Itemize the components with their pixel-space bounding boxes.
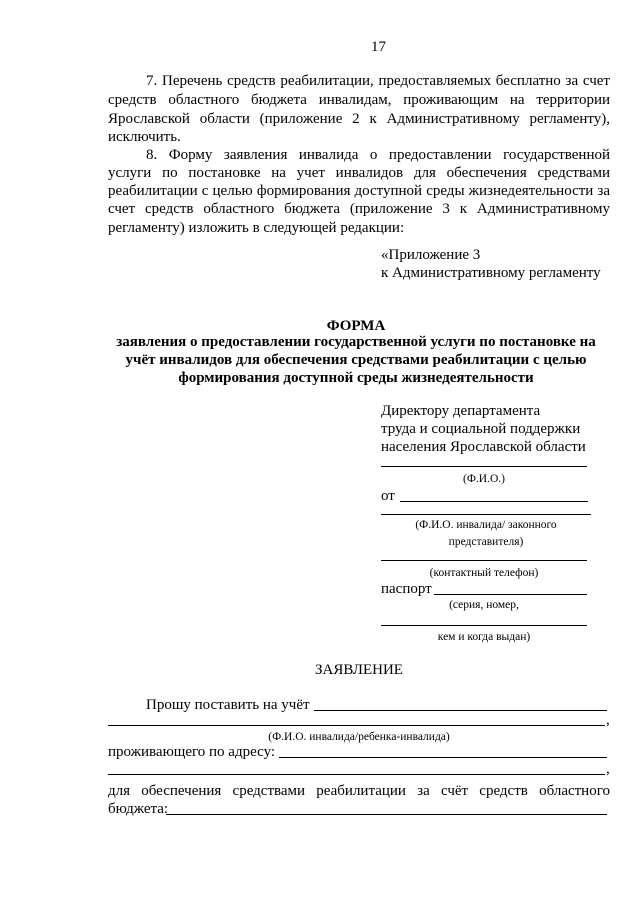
form-title: ФОРМА xyxy=(326,318,386,334)
passport-line[interactable] xyxy=(434,594,587,595)
form-subtitle-line-1: заявления о предоставлении государственной услуги по постановке на xyxy=(116,334,596,350)
passport-caption-1: (серия, номер, xyxy=(449,599,519,611)
from-line-2[interactable] xyxy=(381,514,591,515)
item8-line-1: 8. Форму заявления инвалида о предоставлении государственной xyxy=(146,147,610,163)
purpose-line: для обеспечения средствами реабилитации за счёт средств областного xyxy=(108,783,610,799)
appendix-line-2: к Административному регламенту xyxy=(381,265,601,281)
appendix-line-1: «Приложение 3 xyxy=(381,247,481,263)
item8-line-5: регламенту) изложить в следующей редакции: xyxy=(108,220,405,236)
address-comma: , xyxy=(606,761,610,777)
request-line[interactable] xyxy=(314,710,607,711)
form-subtitle-line-2: учёт инвалидов для обеспечения средствами реабилитации с целью xyxy=(125,352,587,368)
address-line-2[interactable] xyxy=(108,774,605,775)
phone-caption: (контактный телефон) xyxy=(429,567,539,579)
addressee-line-2: труда и социальной поддержки xyxy=(381,421,581,437)
passport-caption-2: кем и когда выдан) xyxy=(437,631,531,643)
item8-line-2: услуги по постановке на учет инвалидов для обеспечения средствами xyxy=(108,165,610,181)
fio-invalid-caption-1: (Ф.И.О. инвалида/ законного xyxy=(415,519,557,531)
addressee-line-3: населения Ярославской области xyxy=(381,439,586,455)
from-label: от xyxy=(381,488,395,504)
invalid-child-caption: (Ф.И.О. инвалида/ребенка-инвалида) xyxy=(268,731,450,743)
request-comma: , xyxy=(606,712,610,728)
item7-line-2: средств областного бюджета инвалидам, проживающим на территории xyxy=(108,92,610,108)
item8-line-4: счет средств областного бюджета (приложение 3 к Административному xyxy=(108,201,610,217)
item7-line-1: 7. Перечень средств реабилитации, предоставляемых бесплатно за счет xyxy=(146,73,610,89)
fio-invalid-caption-2: представителя) xyxy=(448,536,524,548)
passport-label: паспорт xyxy=(381,581,432,597)
budget-line[interactable] xyxy=(166,814,607,815)
phone-line[interactable] xyxy=(381,560,587,561)
passport-line-2[interactable] xyxy=(381,625,587,626)
addressee-line-1: Директору департамента xyxy=(381,403,541,419)
item8-line-3: реабилитации с целью формирования доступной среды жизнедеятельности за xyxy=(108,183,610,199)
address-label: проживающего по адресу: xyxy=(108,744,276,760)
item7-line-4: исключить. xyxy=(108,129,181,145)
fio-director-line[interactable] xyxy=(381,466,587,467)
fio-caption: (Ф.И.О.) xyxy=(463,473,505,485)
from-line[interactable] xyxy=(400,501,588,502)
form-subtitle-line-3: формирования доступной среды жизнедеятельности xyxy=(178,370,534,386)
budget-label: бюджета: xyxy=(108,801,169,817)
request-line-2[interactable] xyxy=(108,725,605,726)
request-lead: Прошу поставить на учёт xyxy=(146,697,310,713)
item7-line-3: Ярославской области (приложение 2 к Административному регламенту), xyxy=(108,111,610,127)
address-line[interactable] xyxy=(279,757,607,758)
page-number: 17 xyxy=(371,39,386,55)
statement-title: ЗАЯВЛЕНИЕ xyxy=(315,662,403,678)
